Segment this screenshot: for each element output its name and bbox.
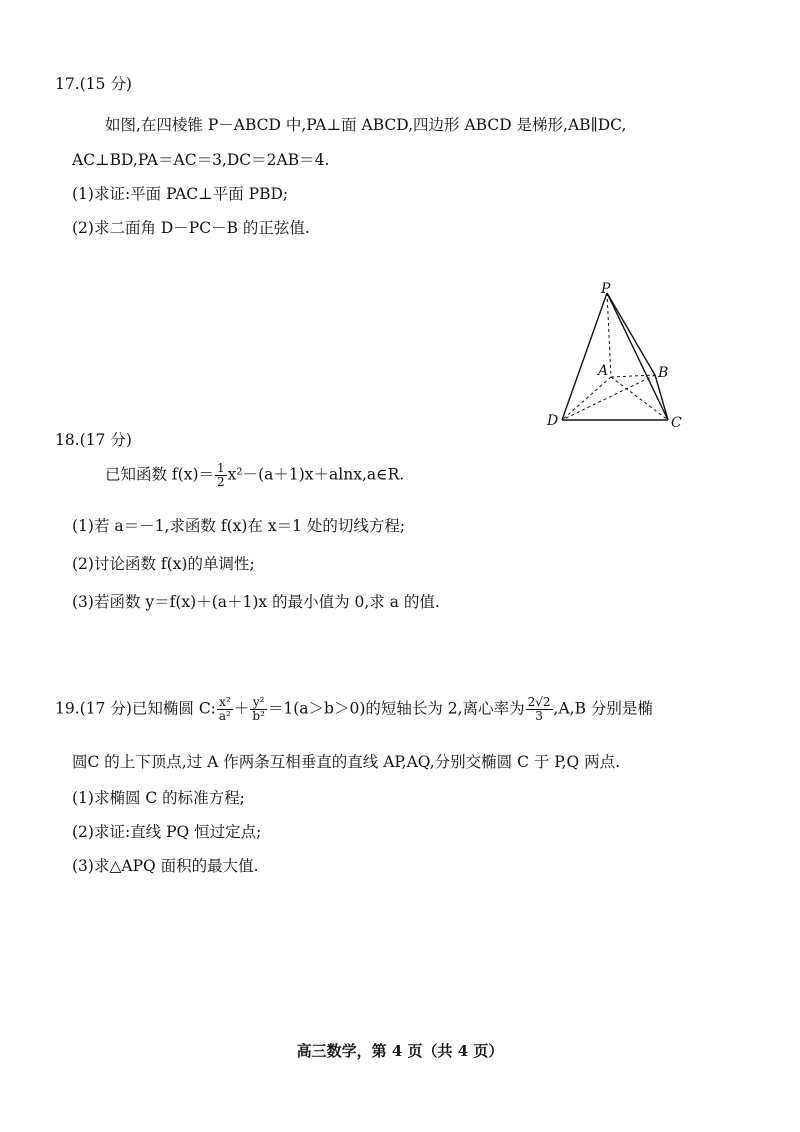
q19-frac-y (250, 696, 267, 723)
q18-part1: (1)若 a＝－1,求函数 f(x)在 x＝1 处的切线方程; (72, 517, 406, 535)
q17-part2: (2)求二面角 D－PC－B 的正弦值. (72, 219, 310, 237)
q19-prefix: 19.(17 分)已知椭圆 C: (55, 699, 216, 718)
q19-line2: 圆C 的上下顶点,过 A 作两条互相垂直的直线 AP,AQ,分别交椭圆 C 于 P,Q 两点. (72, 753, 621, 771)
q19-intro (55, 696, 653, 723)
q18-header: 18.(17 分) (55, 431, 132, 449)
pyramid-figure (535, 280, 685, 430)
q17-intro-line1: 如图,在四棱锥 P－ABCD 中,PA⊥面 ABCD,四边形 ABCD 是梯形,AB∥DC, (105, 116, 627, 134)
q19-f3-num: 2√2 (527, 695, 551, 709)
q19-mid: ＝1(a＞b＞0)的短轴长为 2,离心率为 (267, 699, 525, 718)
q19-f2-num: y² (250, 696, 267, 710)
q18-frac-num: 1 (217, 461, 225, 475)
q19-part1: (1)求椭圆 C 的标准方程; (72, 789, 245, 807)
q19-f2-den: b² (252, 709, 265, 723)
q17-header: 17.(15 分) (55, 75, 132, 93)
q19-f1-den: a² (218, 709, 231, 723)
q19-frac-eccentricity (526, 696, 553, 723)
label-P: P (601, 281, 611, 297)
edge-AB (611, 375, 655, 377)
edge-AC (611, 377, 668, 420)
q18-intro (105, 462, 404, 489)
q19-f3-den: 3 (535, 709, 543, 723)
q19-suffix: ,A,B 分别是椭 (553, 699, 653, 718)
q19-part3: (3)求△APQ 面积的最大值. (72, 857, 259, 875)
edge-PB (607, 293, 655, 375)
q18-part3: (3)若函数 y＝f(x)＋(a＋1)x 的最小值为 0,求 a 的值. (72, 593, 440, 611)
label-C: C (671, 415, 682, 430)
page-footer: 高三数学，第 4 页（共 4 页） (296, 1042, 504, 1060)
edge-PC (607, 293, 668, 420)
label-B: B (658, 365, 669, 381)
label-A: A (598, 363, 609, 379)
q18-intro-suffix: x²－(a＋1)x＋alnx,a∈R. (227, 465, 405, 484)
q19-frac-x (217, 696, 233, 723)
q17-part1: (1)求证:平面 PAC⊥平面 PBD; (72, 185, 289, 203)
q18-fraction (215, 462, 227, 489)
q19-part2: (2)求证:直线 PQ 恒过定点; (72, 823, 262, 841)
q18-frac-den: 2 (217, 475, 225, 489)
q17-intro-line2: AC⊥BD,PA＝AC＝3,DC＝2AB＝4. (72, 151, 330, 169)
q18-part2: (2)讨论函数 f(x)的单调性; (72, 555, 255, 573)
q19-plus: ＋ (233, 699, 250, 718)
label-D: D (547, 413, 559, 429)
q19-f1-num: x² (217, 696, 233, 710)
q18-intro-prefix: 已知函数 f(x)＝ (105, 465, 214, 484)
